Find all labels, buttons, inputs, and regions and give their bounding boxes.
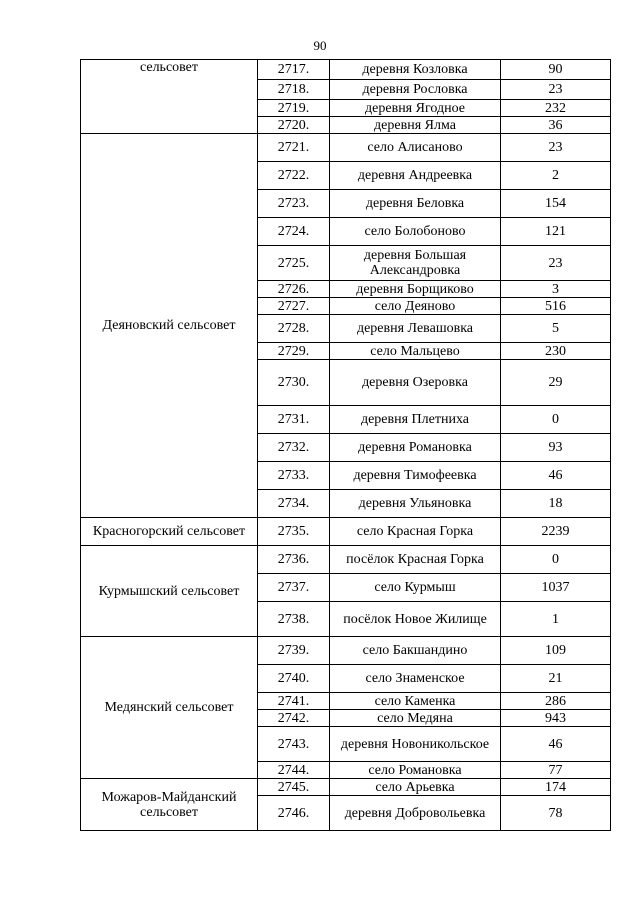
population-cell: 230	[501, 343, 611, 360]
population-cell: 109	[501, 637, 611, 665]
settlement-name-cell: деревня Ягодное	[330, 100, 501, 117]
table-row	[81, 779, 611, 796]
settlement-name-cell: деревня Ульяновка	[330, 490, 501, 518]
settlement-name-cell: деревня Ялма	[330, 117, 501, 134]
settlement-name-cell: деревня Борщиково	[330, 281, 501, 298]
row-number-cell: 2742.	[258, 710, 330, 727]
population-cell: 3	[501, 281, 611, 298]
population-cell: 77	[501, 762, 611, 779]
row-number-cell: 2729.	[258, 343, 330, 360]
settlement-name-cell: село Мальцево	[330, 343, 501, 360]
population-cell: 0	[501, 546, 611, 574]
settlement-name-cell: село Алисаново	[330, 134, 501, 162]
row-number-cell: 2739.	[258, 637, 330, 665]
settlement-name-cell: село Красная Горка	[330, 518, 501, 546]
population-cell: 46	[501, 727, 611, 762]
settlement-name-cell: село Болобоново	[330, 218, 501, 246]
page-number: 90	[313, 38, 327, 53]
population-cell: 29	[501, 360, 611, 406]
population-cell: 0	[501, 406, 611, 434]
population-cell: 943	[501, 710, 611, 727]
settlement-name-cell: деревня Большая Александровка	[330, 246, 501, 281]
settlement-name-cell: село Знаменское	[330, 665, 501, 693]
settlement-name-cell: деревня Рословка	[330, 80, 501, 100]
row-number-cell: 2719.	[258, 100, 330, 117]
row-number-cell: 2734.	[258, 490, 330, 518]
row-number-cell: 2741.	[258, 693, 330, 710]
district-cell: Деяновский сельсовет	[81, 134, 258, 518]
district-cell: Курмышский сельсовет	[81, 546, 258, 637]
settlement-name-cell: село Бакшандино	[330, 637, 501, 665]
settlement-name-cell: деревня Новоникольское	[330, 727, 501, 762]
row-number-cell: 2733.	[258, 462, 330, 490]
row-number-cell: 2727.	[258, 298, 330, 315]
population-cell: 23	[501, 80, 611, 100]
row-number-cell: 2718.	[258, 80, 330, 100]
settlement-name-cell: село Арьевка	[330, 779, 501, 796]
population-cell: 36	[501, 117, 611, 134]
settlement-name-cell: посёлок Новое Жилище	[330, 602, 501, 637]
district-cell: Медянский сельсовет	[81, 637, 258, 779]
population-cell: 286	[501, 693, 611, 710]
row-number-cell: 2722.	[258, 162, 330, 190]
settlement-name-cell: деревня Добровольевка	[330, 796, 501, 831]
table-row	[81, 637, 611, 665]
row-number-cell: 2732.	[258, 434, 330, 462]
population-cell: 1037	[501, 574, 611, 602]
row-number-cell: 2726.	[258, 281, 330, 298]
population-cell: 232	[501, 100, 611, 117]
settlement-name-cell: деревня Беловка	[330, 190, 501, 218]
row-number-cell: 2746.	[258, 796, 330, 831]
table-row	[81, 60, 611, 80]
row-number-cell: 2744.	[258, 762, 330, 779]
table-row	[81, 546, 611, 574]
settlement-name-cell: село Медяна	[330, 710, 501, 727]
settlement-name-cell: село Каменка	[330, 693, 501, 710]
population-cell: 23	[501, 246, 611, 281]
settlement-name-cell: деревня Озеровка	[330, 360, 501, 406]
row-number-cell: 2735.	[258, 518, 330, 546]
population-cell: 154	[501, 190, 611, 218]
row-number-cell: 2738.	[258, 602, 330, 637]
row-number-cell: 2723.	[258, 190, 330, 218]
row-number-cell: 2720.	[258, 117, 330, 134]
table-row	[81, 134, 611, 162]
population-cell: 21	[501, 665, 611, 693]
row-number-cell: 2728.	[258, 315, 330, 343]
population-cell: 121	[501, 218, 611, 246]
population-cell: 2239	[501, 518, 611, 546]
row-number-cell: 2724.	[258, 218, 330, 246]
row-number-cell: 2743.	[258, 727, 330, 762]
row-number-cell: 2721.	[258, 134, 330, 162]
population-cell: 18	[501, 490, 611, 518]
row-number-cell: 2737.	[258, 574, 330, 602]
row-number-cell: 2717.	[258, 60, 330, 80]
row-number-cell: 2731.	[258, 406, 330, 434]
row-number-cell: 2736.	[258, 546, 330, 574]
population-cell: 90	[501, 60, 611, 80]
district-cell: Можаров-Майданский сельсовет	[81, 779, 258, 831]
settlement-name-cell: деревня Романовка	[330, 434, 501, 462]
settlement-name-cell: деревня Левашовка	[330, 315, 501, 343]
population-cell: 46	[501, 462, 611, 490]
population-cell: 93	[501, 434, 611, 462]
row-number-cell: 2730.	[258, 360, 330, 406]
population-cell: 516	[501, 298, 611, 315]
district-cell: сельсовет	[81, 60, 258, 134]
population-cell: 1	[501, 602, 611, 637]
population-cell: 2	[501, 162, 611, 190]
settlement-name-cell: село Романовка	[330, 762, 501, 779]
district-cell: Красногорский сельсовет	[81, 518, 258, 546]
settlements-table	[80, 59, 611, 831]
population-cell: 174	[501, 779, 611, 796]
table-row	[81, 518, 611, 546]
settlement-name-cell: село Курмыш	[330, 574, 501, 602]
settlement-name-cell: деревня Козловка	[330, 60, 501, 80]
settlement-name-cell: село Деяново	[330, 298, 501, 315]
row-number-cell: 2725.	[258, 246, 330, 281]
population-cell: 78	[501, 796, 611, 831]
settlement-name-cell: посёлок Красная Горка	[330, 546, 501, 574]
row-number-cell: 2740.	[258, 665, 330, 693]
population-cell: 5	[501, 315, 611, 343]
settlement-name-cell: деревня Андреевка	[330, 162, 501, 190]
settlement-name-cell: деревня Плетниха	[330, 406, 501, 434]
settlement-name-cell: деревня Тимофеевка	[330, 462, 501, 490]
row-number-cell: 2745.	[258, 779, 330, 796]
population-cell: 23	[501, 134, 611, 162]
